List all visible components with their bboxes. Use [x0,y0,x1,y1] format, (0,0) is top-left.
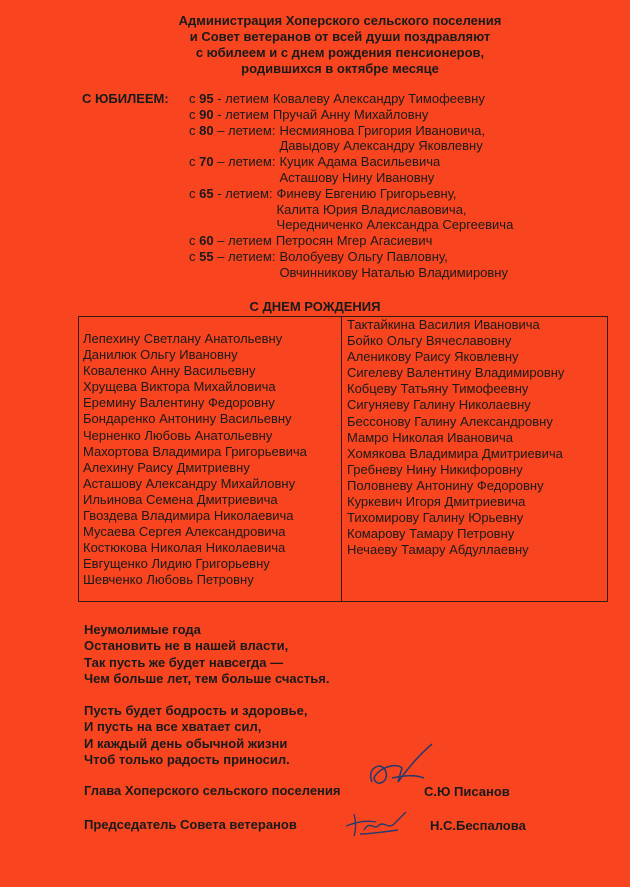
birthday-name: Мусаева Сергея Александровича [83,524,286,540]
chair-signature [340,808,410,840]
anniversary-age-label: с 55 – летием: [189,248,276,264]
anniversary-group [189,186,609,233]
birthday-name: Хрущева Виктора Михайловича [83,379,276,395]
birthday-name: Лепехину Светлану Анатольевну [83,331,283,346]
anniversary-name: Ковалеву Александру Тимофеевну [272,91,485,106]
anniversaries-label: С ЮБИЛЕЕМ: [82,91,169,106]
birthdays-title: С ДНЕМ РОЖДЕНИЯ [249,299,381,314]
birthday-name: Тактайкина Василия Ивановича [347,317,540,332]
anniversary-groups [189,91,609,281]
poem-line: Остановить не в нашей власти, [84,638,289,654]
chair-name: Н.С.Беспалова [430,818,526,833]
birthday-name: Данилюк Ольгу Ивановну [83,347,238,363]
birthday-name: Костюкова Николая Николаевича [83,540,286,556]
anniversary-age-label: с 65 - летием: [189,185,273,201]
birthday-name: Гребневу Нину Никифоровну [347,461,523,477]
poem-stanza-2 [84,703,307,768]
header-line: родившихся в октябре месяце [241,61,439,76]
birthday-name: Алехину Раису Дмитриевну [83,459,250,475]
birthday-name: Сигуняеву Галину Николаевну [347,397,531,413]
anniversary-age: 90 [199,106,214,122]
anniversary-age-label: с 95 - летием [189,91,269,106]
birthday-name: Коваленко Анну Васильевну [83,363,256,379]
anniversary-age-label: с 90 - летием [189,106,269,122]
anniversary-group [189,233,609,249]
birthday-name: Тихомирову Галину Юрьевну [347,510,524,526]
birthday-name: Шевченко Любовь Петровну [83,572,254,588]
birthday-name: Комарову Тамару Петровну [347,526,515,542]
birthdays-right-column [342,317,607,601]
anniversary-group [189,123,609,155]
anniversary-group [189,249,609,281]
birthday-name: Гвоздева Владимира Николаевича [83,508,294,524]
anniversary-name: Финеву Евгению Григорьевну, [276,185,457,201]
birthday-name: Еремину Валентину Федоровну [83,395,275,411]
birthday-name: Мамро Николая Ивановича [347,429,514,445]
head-title: Глава Хоперского сельского поселения [84,783,341,798]
anniversary-name: Несмиянова Григория Ивановича, [279,122,485,138]
anniversary-age: 65 [199,185,214,201]
anniversary-name: Куцик Адама Васильевича [279,154,441,170]
header-line: Администрация Хоперского сельского поселения [178,13,502,28]
chair-title: Председатель Совета ветеранов [84,817,297,832]
anniversary-age: 55 [199,248,214,264]
header [100,13,580,77]
header-line: и Совет ветеранов от всей души поздравляют [189,29,491,44]
birthday-name: Бойко Ольгу Вячеславовну [347,333,512,349]
anniversary-age-label: с 70 – летием: [189,154,276,170]
anniversary-group [189,107,609,123]
birthday-name: Нечаеву Тамару Абдуллаевну [347,542,529,558]
poem-line: И каждый день обычной жизни [84,735,288,751]
anniversary-group [189,91,609,107]
anniversary-name: Петросян Мгер Агасиевич [275,233,433,249]
anniversary-group [189,154,609,186]
poem-line: Чем больше лет, тем больше счастья. [84,670,330,686]
birthday-name: Ильинова Семена Дмитриевича [83,491,278,507]
poem-line: Пусть будет бодрость и здоровье, [84,703,308,718]
anniversary-age: 95 [199,91,214,106]
poem-line: Неумолимые года [84,622,201,637]
poem-line: Так пусть же будет навсегда — [84,654,284,670]
anniversary-name: Пручай Анну Михайловну [272,106,429,122]
birthdays-table [78,316,608,602]
birthday-name: Хомякова Владимира Дмитриевича [347,445,563,461]
header-line: с юбилеем и с днем рождения пенсионеров, [195,45,485,60]
poem-stanza-1 [84,622,329,687]
birthday-name: Махортова Владимира Григорьевича [83,443,307,459]
birthday-name: Евгущенко Лидию Григорьевну [83,556,270,572]
poem-line: Чтоб только радость приносил. [84,751,290,767]
anniversary-age: 80 [199,122,214,138]
birthday-name: Черненко Любовь Анатольевну [83,427,273,443]
anniversary-name: Калита Юрия Владиславовича, [276,201,467,217]
birthday-name: Аленикову Раису Яковлевну [347,349,519,365]
birthday-name: Асташову Александру Михайловну [83,475,296,491]
birthday-name: Бессонову Галину Александровну [347,413,553,429]
birthday-name: Кобцеву Татьяну Тимофеевну [347,381,529,397]
birthday-name: Сигелеву Валентину Владимировну [347,365,565,381]
anniversary-name: Чередниченко Александра Сергеевича [276,217,514,233]
head-name: С.Ю Писанов [424,784,510,799]
anniversary-name: Асташову Нину Ивановну [279,169,435,185]
anniversary-age-label: с 80 – летием: [189,122,276,138]
poem-line: И пусть на все хватает сил, [84,719,262,735]
anniversary-age: 60 [199,233,214,249]
birthday-name: Половневу Антонину Федоровну [347,477,544,493]
anniversary-age: 70 [199,154,214,170]
anniversary-name: Овчинникову Наталью Владимировну [279,264,508,280]
birthday-name: Куркевич Игоря Дмитриевича [347,494,526,510]
birthday-name: Бондаренко Антонину Васильевну [83,411,292,427]
anniversary-name: Волобуеву Ольгу Павловну, [279,248,448,264]
birthdays-left-column [79,317,342,601]
anniversary-age-label: с 60 – летием [189,233,272,249]
anniversary-name: Давыдову Александру Яковлевну [279,138,483,154]
